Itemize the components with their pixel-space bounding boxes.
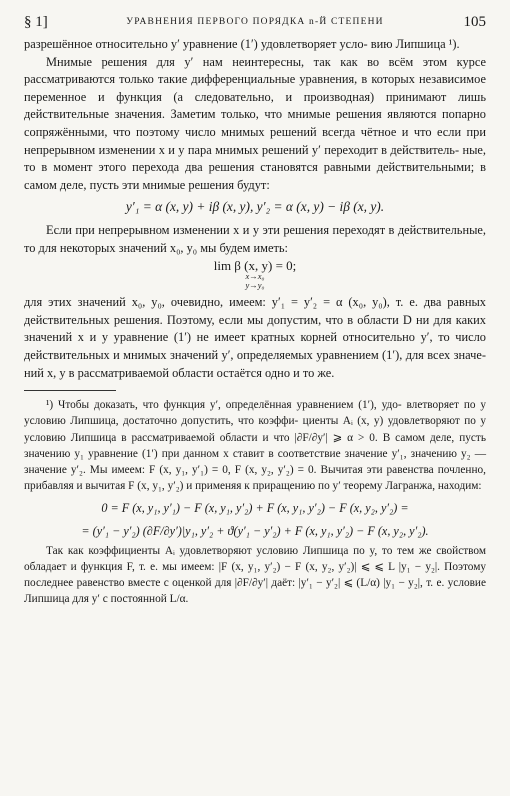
limit-subscript-x: x→x₀	[245, 271, 265, 282]
equation-imaginary-solutions: y′₁ = α (x, y) + iβ (x, y), y′₂ = α (x, y) − iβ (x, y).	[125, 199, 385, 215]
paragraph-transition: Если при непрерывном изменении x и y эти решения переходят в действительные, то для некоторых значений x₀, y₀ мы будем иметь:	[24, 222, 486, 255]
footnote-equation-2: = (y′₁ − y′₂) (∂F/∂y′)|y₁, y′₂ + ϑ(y′₁ − y′₂) + F (x, y₁, y′₂) − F (x, y₂, y′₂).	[81, 523, 429, 538]
footnote-separator	[24, 390, 116, 391]
footnote	[24, 397, 486, 607]
running-header	[24, 14, 486, 36]
footnote-equation-1: 0 = F (x, y₁, y′₁) − F (x, y₁, y′₂) + F (x, y₁, y′₂) − F (x, y₂, y′₂) =	[101, 501, 409, 516]
main-text	[24, 36, 486, 382]
limit-subscript-y: y→y₀	[245, 280, 265, 291]
limit-expression: lim β (x, y) = 0;	[213, 258, 297, 274]
paragraph-conclusion: для этих значений x₀, y₀, очевидно, имеем: y′₁ = y′₂ = α (x₀, y₀), т. е. два равных действительных решения. Поэтому, если мы допустим, что в области D ни для каких значений x и y уравнение (1′) не имеет кратных корней относительно y′, то число действительных и мнимых значений y′, определяемых уравнением (1′), для всех значе- ний x, y в рассматриваемой области остаётся одно и то же.	[24, 295, 486, 380]
footnote-paragraph-2: Так как коэффициенты Aᵢ удовлетворяют условию Липшица по y, то тем же свойством обладает и функция F, т. е. мы имеем: |F (x, y₁, y′₂) − F (x, y₂, y′₂)| ⩽ ⩽ L |y₁ − y₂|. Поэтому последнее равенство вместе с оценкой для |∂F/∂y′| даёт: |y′₁ − y′₂| ⩽ (L/α) |y₁ − y₂|, т. е. условие Липшица для y′ с постоянной L/α.	[24, 544, 486, 606]
equation-limit	[24, 259, 486, 290]
running-title: УРАВНЕНИЯ ПЕРВОГО ПОРЯДКА n-Й СТЕПЕНИ	[126, 17, 384, 27]
paragraph-imaginary-solutions: Мнимые решения для y′ нам неинтересны, так как во всём этом курсе рассматриваются только такие дифференциальные уравнения, в которых независимое переменное и функция (а следовательно, и производная) принимают лишь действительные значения. Заметим только, что мнимые решения являются попарно сопряжёнными, что поэтому число мнимых решений всегда чётное и что если при непрерывном изменении x и y пара мнимых решений y′ переходит в действитель- ные, то в момент этого перехода два решения становятся равными действительными; в самом деле, пусть эти мнимые решения будут:	[24, 54, 486, 192]
section-number: § 1]	[24, 14, 48, 30]
footnote-paragraph-1: ¹) Чтобы доказать, что функция y′, определённая уравнением (1′), удо- влетворяет по y условию Липшица, достаточно допустить, что коэффи- циенты Aᵢ (x, y) удовлетворяют по y условию Липшица в рассматриваемой области и что |∂F/∂y′| ⩾ α > 0. В самом деле, пусть значению y₁ уравнение (1′) при данном x ставит в соответствие значение y′₁, значению y₂ — значение y′₂. Мы имеем: F (x, y₁, y′₁) = 0, F (x, y₂, y′₂) = 0. Вычитая эти равенства почленно, прибавляя и вычитая F (x, y₁, y′₂) и применяя к приращению по y′ теорему Лагранжа, находим:	[24, 399, 486, 493]
page-number: 105	[463, 14, 486, 30]
paragraph-continuation: разрешённое относительно y′ уравнение (1′) удовлетворяет усло- вию Липшица ¹).	[24, 37, 460, 51]
